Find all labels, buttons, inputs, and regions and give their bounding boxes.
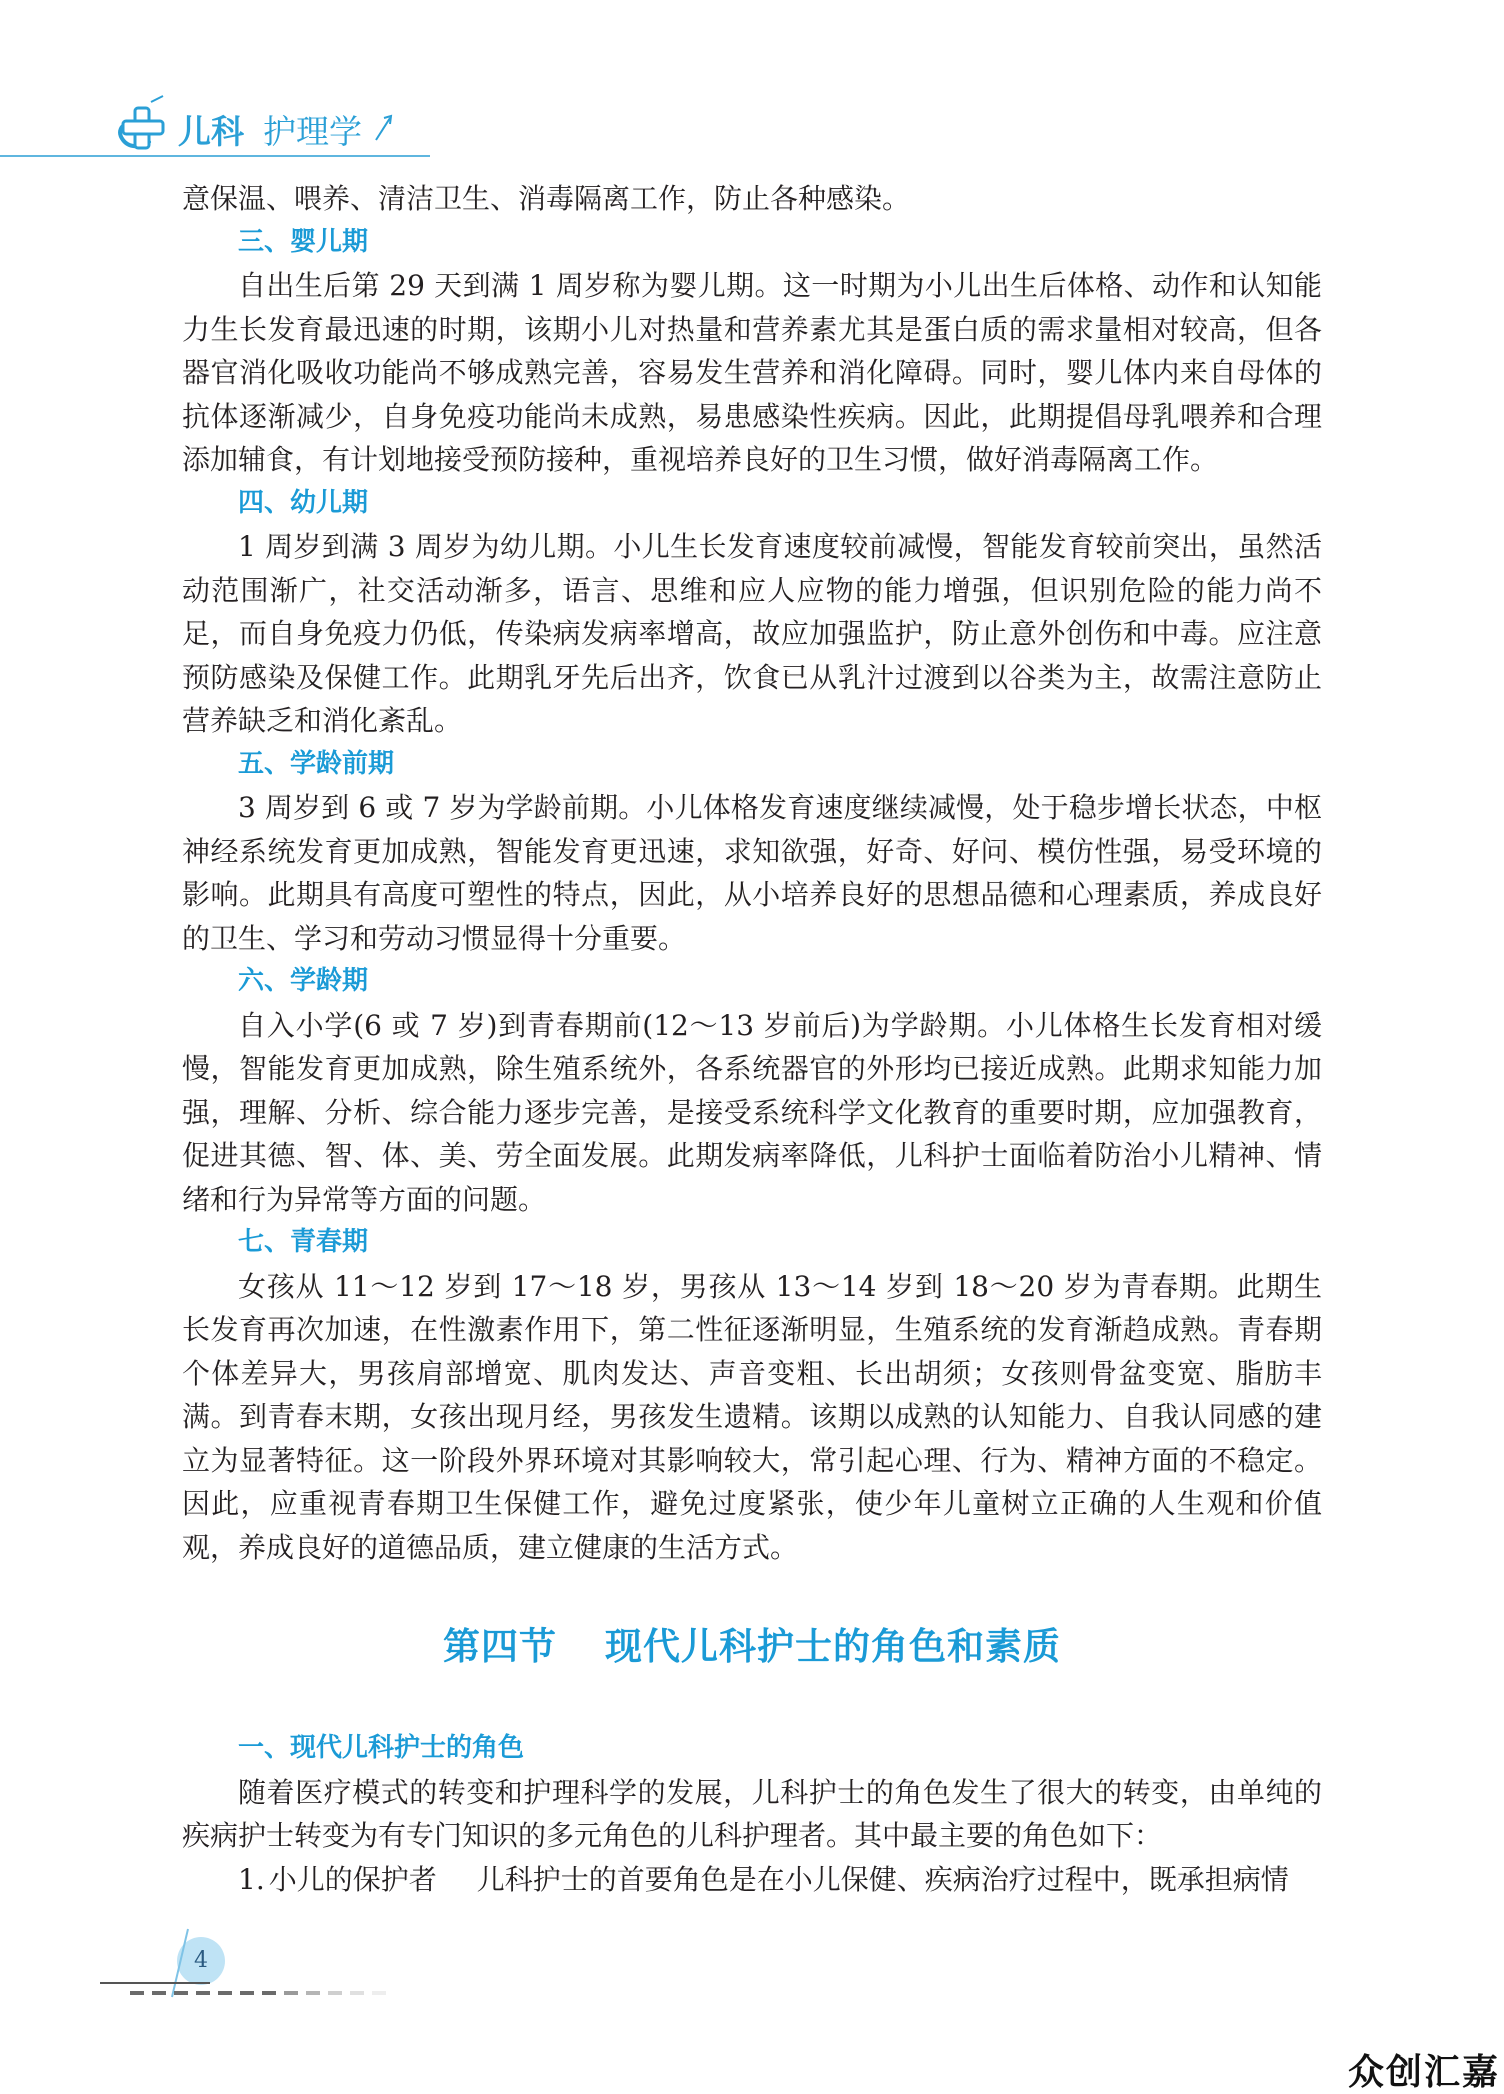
footer-dashes	[130, 1991, 386, 1995]
footer-decoration	[100, 1925, 420, 2005]
paragraph-preschool-period: 3 周岁到 6 或 7 岁为学龄前期。小儿体格发育速度继续减慢，处于稳步增长状态，中枢神经系统发育更加成熟，智能发育更迅速，求知欲强，好奇、好问、模仿性强，易受环境的影响。此期具有高度可塑性的特点，因此，从小培养良好的思想品德和心理素质，养成良好的卫生、学习和劳动习惯显得十分重要。	[182, 791, 1322, 955]
watermark-logo: 众创汇嘉	[1347, 2052, 1500, 2093]
heading-school-period: 六、学龄期	[238, 966, 369, 996]
brand-title-part2: 护理学	[263, 112, 362, 151]
page-number: 4	[194, 1948, 208, 1973]
brand-title-part1: 儿科	[178, 112, 244, 151]
paragraph-infant-period: 自出生后第 29 天到满 1 周岁称为婴儿期。这一时期为小儿出生后体格、动作和认知能力生长发育最迅速的时期，该期小儿对热量和营养素尤其是蛋白质的需求量相对较高，但各器官消化吸收功能尚不够成熟完善，容易发生营养和消化障碍。同时，婴儿体内来自母体的抗体逐渐减少，自身免疫功能尚未成熟，易患感染性疾病。因此，此期提倡母乳喂养和合理添加辅食，有计划地接受预防接种，重视培养良好的卫生习惯，做好消毒隔离工作。	[182, 269, 1322, 476]
paragraph-nurse-role-intro: 随着医疗模式的转变和护理科学的发展，儿科护士的角色发生了很大的转变，由单纯的疾病护士转变为有专门知识的多元角色的儿科护理者。其中最主要的角色如下：	[182, 1775, 1322, 1852]
section-number: 第四节	[443, 1625, 557, 1668]
medical-cross-logo-icon	[115, 92, 187, 154]
section-heading-text: 现代儿科护士的角色和素质	[605, 1625, 1061, 1668]
heading-adolescence: 七、青春期	[238, 1227, 369, 1257]
arrow-icon	[372, 112, 396, 142]
list-item-protector	[182, 1858, 1322, 1902]
list-item-number: 1.	[238, 1862, 265, 1896]
section-title	[182, 1623, 1322, 1671]
page-content	[182, 177, 1322, 1901]
list-item-text: 儿科护士的首要角色是在小儿保健、疾病治疗过程中，既承担病情	[476, 1862, 1289, 1896]
page-header	[0, 0, 1504, 160]
paragraph-continuation: 意保温、喂养、清洁卫生、消毒隔离工作，防止各种感染。	[182, 182, 911, 215]
paragraph-school-period: 自入小学(6 或 7 岁)到青春期前(12～13 岁前后)为学龄期。小儿体格生长发育相对缓慢，智能发育更加成熟，除生殖系统外，各系统器官的外形均已接近成熟。此期求知能力加强，理解、分析、综合能力逐步完善，是接受系统科学文化教育的重要时期，应加强教育，促进其德、智、体、美、劳全面发展。此期发病率降低，儿科护士面临着防治小儿精神、情绪和行为异常等方面的问题。	[182, 1008, 1322, 1216]
heading-nurse-role: 一、现代儿科护士的角色	[238, 1733, 525, 1763]
paragraph-adolescence: 女孩从 11～12 岁到 17～18 岁，男孩从 13～14 岁到 18～20 岁为青春期。此期生长发育再次加速，在性激素作用下，第二性征逐渐明显，生殖系统的发育渐趋成熟。青春期个体差异大，男孩肩部增宽、肌肉发达、声音变粗、长出胡须；女孩则骨盆变宽、脂肪丰满。到青春末期，女孩出现月经，男孩发生遗精。该期以成熟的认知能力、自我认同感的建立为显著特征。这一阶段外界环境对其影响较大，常引起心理、行为、精神方面的不稳定。因此，应重视青春期卫生保健工作，避免过度紧张，使少年儿童树立正确的人生观和价值观，养成良好的道德品质，建立健康的生活方式。	[182, 1269, 1322, 1564]
header-rule	[0, 155, 430, 157]
list-item-title: 小儿的保护者	[268, 1862, 437, 1896]
heading-infant-period: 三、婴儿期	[238, 226, 369, 257]
heading-preschool-period: 五、学龄前期	[238, 748, 395, 779]
heading-toddler-period: 四、幼儿期	[238, 487, 369, 518]
paragraph-toddler-period: 1 周岁到满 3 周岁为幼儿期。小儿生长发育速度较前减慢，智能发育较前突出，虽然活动范围渐广，社交活动渐多，语言、思维和应人应物的能力增强，但识别危险的能力尚不足，而自身免疫力仍低，传染病发病率增高，故应加强监护，防止意外创伤和中毒。应注意预防感染及保健工作。此期乳牙先后出齐，饮食已从乳汁过渡到以谷类为主，故需注意防止营养缺乏和消化紊乱。	[182, 530, 1322, 737]
